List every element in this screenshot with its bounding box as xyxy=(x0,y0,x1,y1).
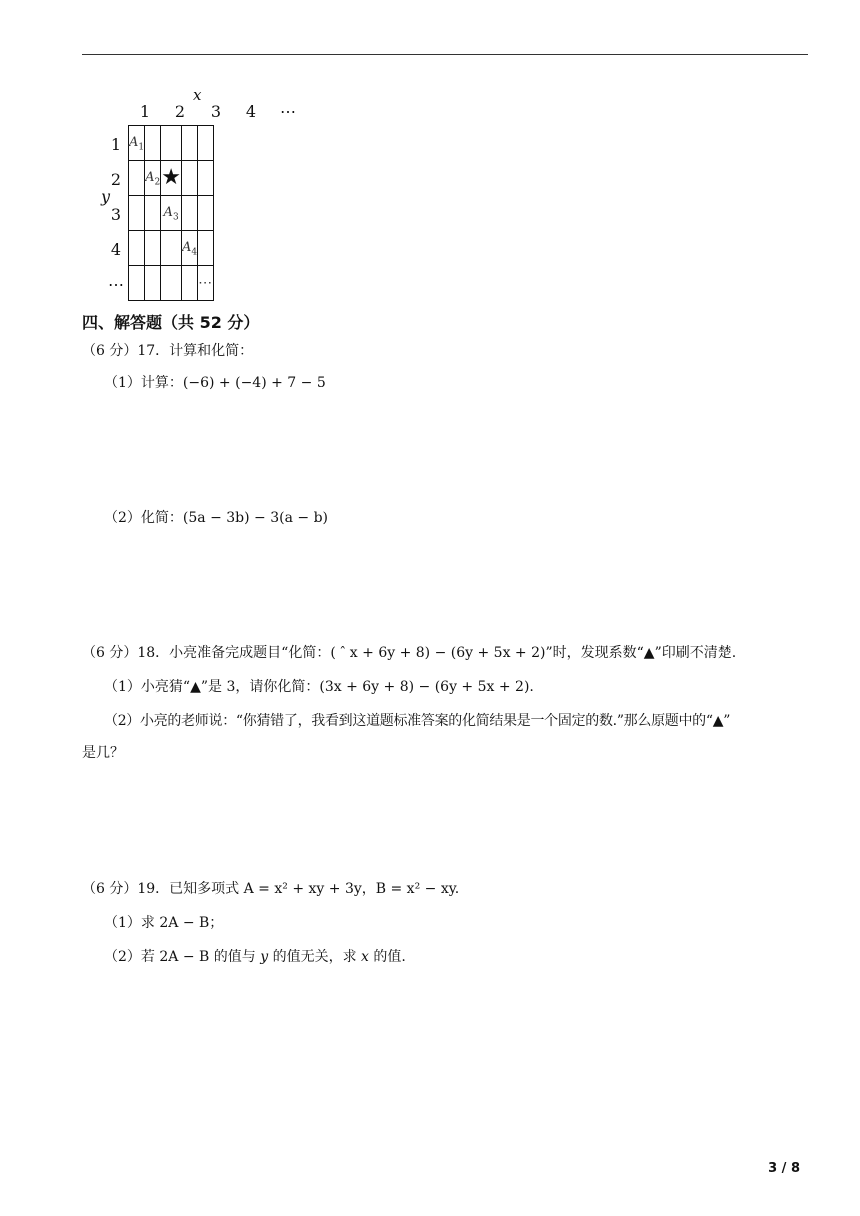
grid-table xyxy=(128,125,214,301)
q19-stem: （6 分）19．已知多项式 A = x² + xy + 3y，B = x² − xy. xyxy=(82,881,460,897)
header-rule xyxy=(82,54,808,55)
grid-cell xyxy=(181,161,197,196)
col-label: 4 xyxy=(245,102,257,121)
grid-cell xyxy=(198,126,214,161)
q18-part2-line1: （2）小亮的老师说：“你猜错了，我看到这道题标准答案的化简结果是一个固定的数.”那么原题中的“▲” xyxy=(104,713,731,729)
grid-cell xyxy=(181,126,197,161)
cell-a2: $A_2$ xyxy=(145,161,161,196)
star-icon: ★ xyxy=(161,165,181,190)
grid-cell xyxy=(198,196,214,231)
grid-cell xyxy=(198,231,214,266)
grid-cell xyxy=(145,126,161,161)
star-cell xyxy=(161,161,182,196)
grid-cell xyxy=(181,266,197,301)
grid-cell xyxy=(161,126,182,161)
row-label: ⋯ xyxy=(108,275,124,294)
section-title: 四、解答题（共 52 分） xyxy=(82,313,260,332)
row-label: 2 xyxy=(110,170,122,189)
col-label: ⋯ xyxy=(280,102,296,121)
col-label: 2 xyxy=(174,102,186,121)
col-label: 1 xyxy=(139,102,151,121)
grid-cell xyxy=(129,161,145,196)
q19-part2: （2）若 2A − B 的值与 y 的值无关，求 x 的值. xyxy=(104,949,406,965)
grid-cell xyxy=(145,196,161,231)
row-label: 3 xyxy=(110,205,122,224)
x-axis-label: x xyxy=(193,86,202,104)
grid-cell xyxy=(181,196,197,231)
q17-part2: （2）化简：(5a − 3b) − 3(a − b) xyxy=(104,510,329,526)
q18-part2-line2: 是几？ xyxy=(82,745,124,761)
row-label: 4 xyxy=(110,240,122,259)
cell-dots: ⋯ xyxy=(198,266,214,301)
q19-part1: （1）求 2A − B； xyxy=(104,915,224,931)
q18-stem: （6 分）18．小亮准备完成题目“化简：( ˆ x + 6y + 8) − (6y + 5x + 2)”时，发现系数“▲”印刷不清楚. xyxy=(82,645,737,661)
q18-part1: （1）小亮猜“▲”是 3，请你化简：(3x + 6y + 8) − (6y + 5x + 2). xyxy=(104,679,534,695)
cell-a3: $A_3$ xyxy=(161,196,182,231)
col-label: 3 xyxy=(210,102,222,121)
grid-cell xyxy=(145,231,161,266)
grid-cell xyxy=(161,231,182,266)
grid-cell xyxy=(161,266,182,301)
cell-a4: $A_4$ xyxy=(181,231,197,266)
grid-cell xyxy=(129,231,145,266)
cell-a1: $A_1$ xyxy=(129,126,145,161)
y-axis-label: y xyxy=(101,187,111,206)
q17-stem: （6 分）17．计算和化简： xyxy=(82,343,254,359)
grid-cell xyxy=(129,266,145,301)
q17-part1: （1）计算：(−6) + (−4) + 7 − 5 xyxy=(104,375,326,391)
page-number: 3 / 8 xyxy=(768,1161,800,1176)
row-label: 1 xyxy=(110,135,122,154)
grid-cell xyxy=(129,196,145,231)
grid-cell xyxy=(145,266,161,301)
grid-cell xyxy=(198,161,214,196)
